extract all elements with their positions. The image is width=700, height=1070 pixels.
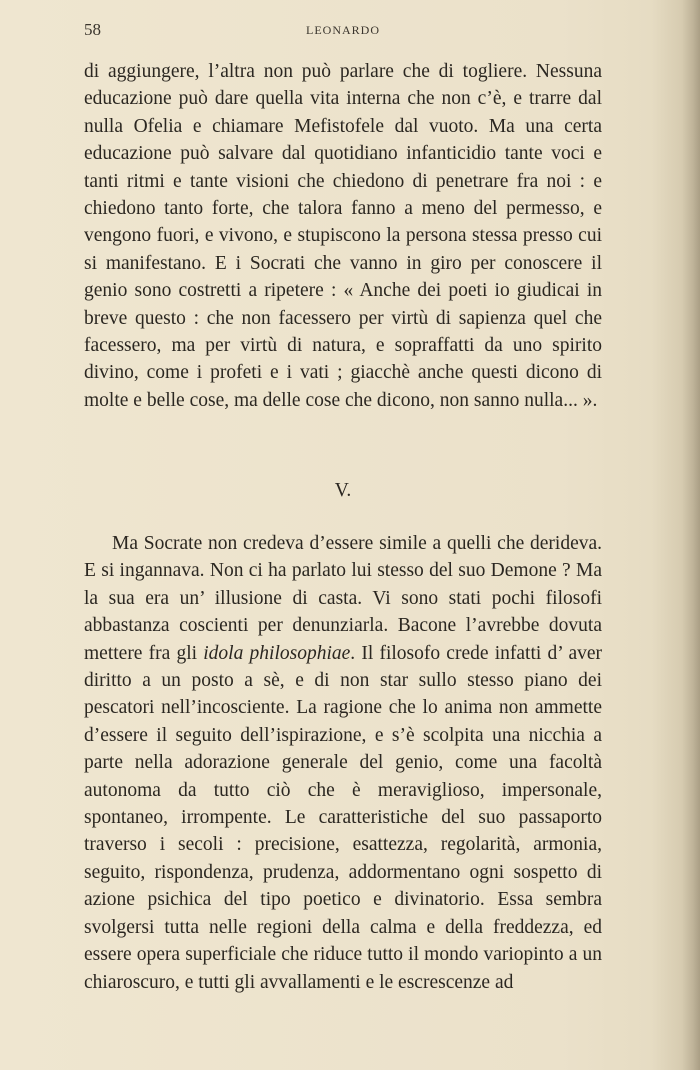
- paragraph-part-2: . Il filosofo crede infatti d’ aver diritto a un posto a sè, e di non star sullo stesso piano dei pescatori nell’incosciente. La ragione che lo anima non ammette d’essere il seguito dell’ispirazione, e s’è scolpita una nicchia a parte nella adorazione generale del genio, come una facoltà autonoma da tutto ciò che è meraviglioso, impersonale, spontaneo, irrompente. Le caratteristiche del suo passaporto traverso i secoli : precisione, esattezza, regolarità, armonia, seguito, rispondenza, prudenza, addormentano ogni sospetto di azione psichica del tipo poetico e divinatorio. Essa sembra svolgersi tutta nelle regioni della calma e della freddezza, ed essere opera superficiale che riduce tutto il mondo variopinto a un chiaroscuro, e tutti gli avvallamenti e le escrescenze ad: [84, 642, 602, 993]
- page-header: [84, 20, 604, 42]
- text-block-top: [84, 58, 602, 414]
- text-block-bottom: [84, 530, 602, 996]
- paragraph-continuation: di aggiungere, l’altra non può parlare che di togliere. Nessuna educazione può dare quella vita interna che non c’è, e trarre dal nulla Ofelia e chiamare Mefistofele dal vuoto. Ma una certa educazione può salvare dal quotidiano infanticidio tante voci e tanti ritmi e tante visioni che chiedono di penetrare fra noi : e chiedono tanto forte, che talora fanno a meno del permesso, e vengono fuori, e vivono, e stupiscono la persona stessa presso cui si manifestano. E i Socrati che vanno in giro per conoscere il genio sono costretti a ripetere : « Anche dei poeti io giudicai in breve questo : che non facessero per virtù di sapienza quel che facessero, ma per virtù di natura, e sopraffatti da uno spirito divino, come i profeti e i vati ; giacchè anche questi dicono di molte e belle cose, ma delle cose che dicono, non sanno nulla... ».: [84, 61, 602, 411]
- page-edge-shadow: [682, 0, 700, 1070]
- running-head: LEONARDO: [306, 23, 380, 37]
- section-number: V.: [334, 480, 352, 501]
- page-number: 58: [84, 20, 101, 39]
- italic-phrase: idola philosophiae: [203, 642, 351, 664]
- paragraph-section-v: [84, 530, 602, 996]
- paragraph-part-1: Ma Socrate non credeva d’essere simile a quelli che derideva. E si ingannava. Non ci ha parlato lui stesso del suo Demone ? Ma la sua era un’ illusione di casta. Vi sono stati pochi filosofi abbastanza coscienti per denunziarla. Bacone l’avrebbe dovuta mettere fra gli: [84, 533, 602, 664]
